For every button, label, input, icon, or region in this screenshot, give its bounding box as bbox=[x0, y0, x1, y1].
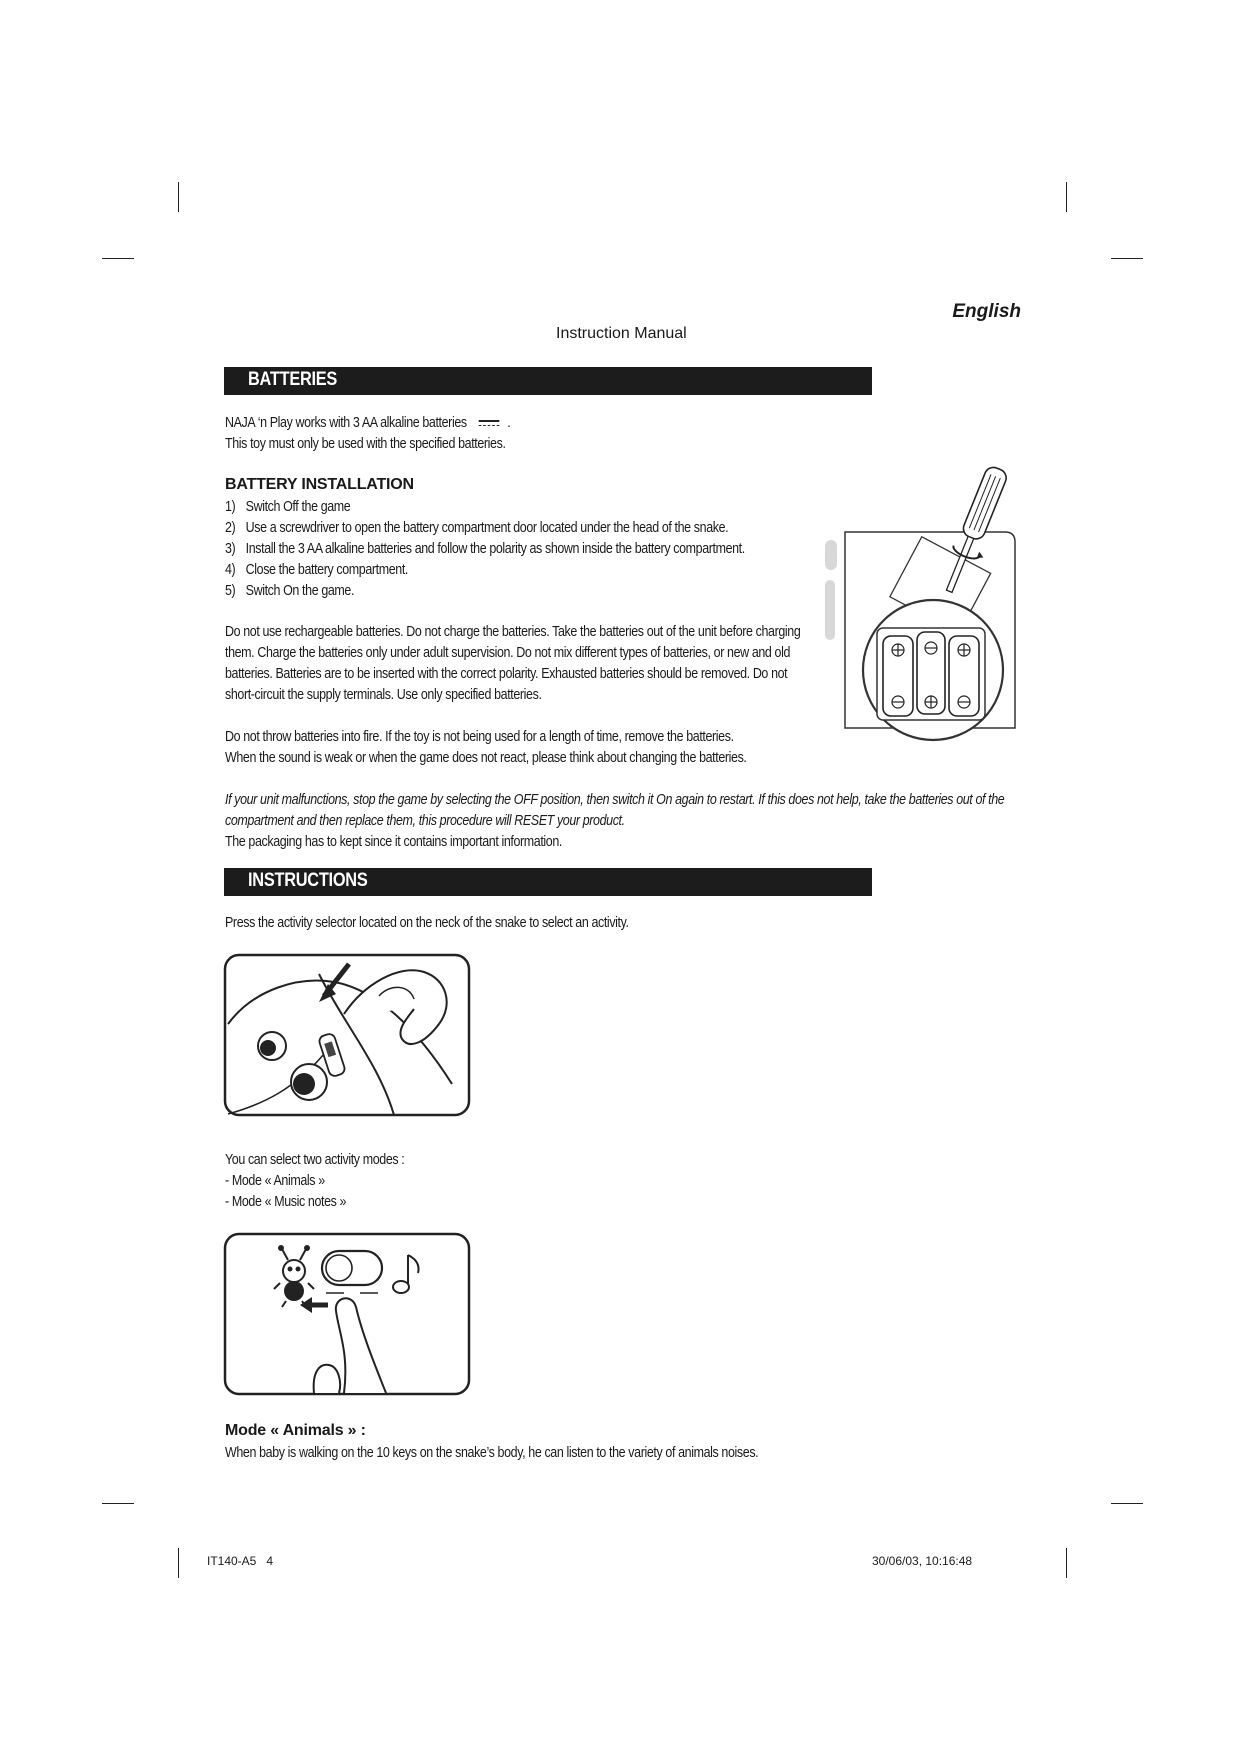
crop-mark bbox=[102, 258, 134, 259]
list-item: - Mode « Music notes » bbox=[225, 1194, 347, 1210]
activity-selector-text: Press the activity selector located on the neck of the snake to select an activity. bbox=[225, 915, 629, 931]
footer-file-code: IT140-A5 4 bbox=[207, 1554, 274, 1568]
modes-paragraph: You can select two activity modes : - Mode « Animals » - Mode « Music notes » bbox=[225, 1150, 404, 1213]
batteries-intro-end: . bbox=[507, 415, 511, 431]
crop-mark bbox=[1111, 1503, 1143, 1504]
battery-compartment-illustration bbox=[825, 470, 1020, 735]
list-item: 1) Switch Off the game bbox=[225, 499, 351, 515]
dc-symbol-icon bbox=[478, 417, 499, 429]
crop-mark bbox=[1111, 258, 1143, 259]
list-item: - Mode « Animals » bbox=[225, 1173, 325, 1189]
mode-animals-text: When baby is walking on the 10 keys on the snake’s body, he can listen to the variety of animals noises. bbox=[225, 1445, 759, 1461]
section-bar-batteries bbox=[224, 367, 872, 395]
mode-animals-heading: Mode « Animals » : bbox=[225, 1422, 366, 1439]
malfunction-paragraph: If your unit malfunctions, stop the game by selecting the OFF position, then switch it On again to restart. If this does not help, take the batteries out of the compartment and then replace them, this procedure will RESET your product. bbox=[225, 792, 1005, 829]
section-title-batteries: BATTERIES bbox=[248, 369, 338, 390]
batteries-intro-line1 bbox=[225, 413, 510, 434]
battery-warning-paragraph: Do not use rechargeable batteries. Do not charge the batteries. Take the batteries out of the unit before charging them. Charge the batteries only under adult supervision. Do not mix different types of batteries, or new and old batteries. Batteries are to be inserted with the correct polarity. Exhausted batteries should be removed. Do not short-circuit the supply terminals. Use only specified batteries. bbox=[225, 624, 801, 703]
list-item: 4) Close the battery compartment. bbox=[225, 562, 409, 578]
list-item: 5) Switch On the game. bbox=[225, 583, 355, 599]
batteries-intro-line2: This toy must only be used with the specified batteries. bbox=[225, 436, 506, 452]
packaging-note: The packaging has to kept since it contains important information. bbox=[225, 834, 562, 850]
language-label: English bbox=[952, 301, 1021, 322]
crop-mark bbox=[1066, 1548, 1067, 1578]
manual-title: Instruction Manual bbox=[556, 325, 687, 342]
list-item: 2) Use a screwdriver to open the battery compartment door located under the head of the snake. bbox=[225, 520, 729, 536]
crop-mark bbox=[1066, 182, 1067, 212]
installation-steps bbox=[225, 497, 745, 602]
batteries-intro-text: NAJA ‘n Play works with 3 AA alkaline batteries bbox=[225, 415, 467, 431]
footer-timestamp: 30/06/03, 10:16:48 bbox=[872, 1554, 973, 1568]
battery-installation-heading: BATTERY INSTALLATION bbox=[225, 476, 414, 493]
crop-mark bbox=[178, 1548, 179, 1578]
section-bar-instructions bbox=[224, 868, 872, 896]
activity-selector-illustration bbox=[224, 954, 470, 1116]
crop-mark bbox=[102, 1503, 134, 1504]
section-title-instructions: INSTRUCTIONS bbox=[248, 870, 368, 891]
battery-fire-paragraph: Do not throw batteries into fire. If the toy is not being used for a length of time, remove the batteries. When the sound is weak or when the game does not react, please think about changing the batteries. bbox=[225, 729, 747, 766]
list-item: 3) Install the 3 AA alkaline batteries and follow the polarity as shown inside the battery compartment. bbox=[225, 541, 745, 557]
mode-switch-illustration bbox=[224, 1233, 470, 1395]
crop-mark bbox=[178, 182, 179, 212]
